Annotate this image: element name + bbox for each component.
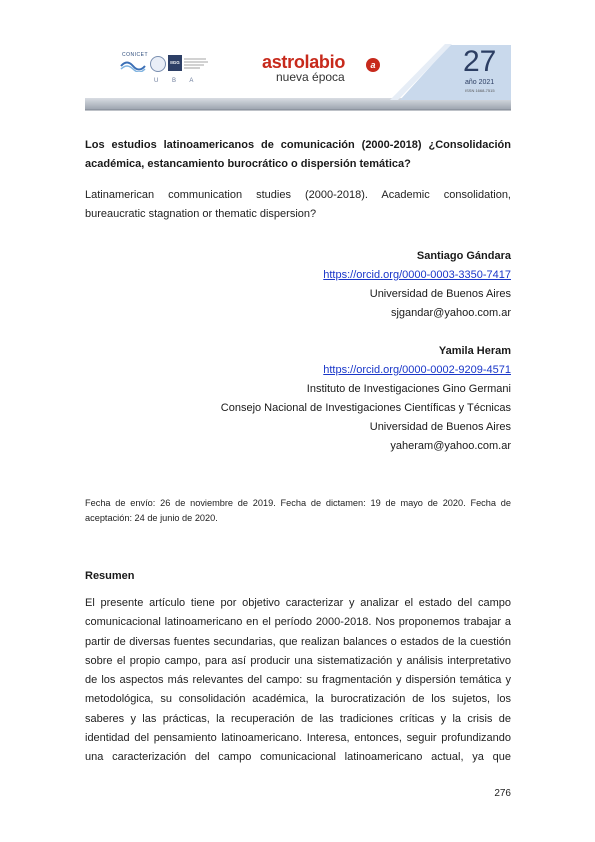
orcid-link[interactable]: https://orcid.org/0000-0002-9209-4571	[323, 364, 511, 376]
author-block-1	[85, 247, 511, 323]
author-email: sjgandar@yahoo.com.ar	[390, 307, 511, 319]
abstract-text: El presente artículo tiene por objetivo caracterizar y analizar el estado del campo comunicacional latinoamericano en el período 2000-2018. Nos proponemos trabajar a partir de diversas fuentes secundarias, que realizan balances o estados de la cuestión sobre el propio campo, para así producir una sistematización y análisis interpretativo de los aspectos más relevantes del campo: su fragmentación y dispersión temática y metodológica, su consolidación académica, la burocratización de los sujetos, los saberes y las prácticas, la recuperación de las tradiciones críticas y la crisis de identidad del pensamiento latinoamericano. Interesa, entonces, seguir profundizando una caracterización del campo comunicacional latinoamericano actual, ya que	[85, 597, 511, 764]
submission-dates: Fecha de envío: 26 de noviembre de 2019. Fecha de dictamen: 19 de mayo de 2020. Fecha de aceptación: 24 de junio de 2020.	[85, 498, 511, 523]
issue-year: año 2021	[465, 79, 495, 86]
issue-issn: ISSN 1668-7515	[465, 88, 495, 93]
issue-number: 27	[463, 45, 497, 78]
author-affiliation: Universidad de Buenos Aires	[369, 288, 511, 300]
iigg-logo-caption	[184, 57, 210, 70]
brand-subtitle: nueva época	[276, 70, 345, 84]
conicet-wave-icon	[120, 58, 146, 72]
author-name: Yamila Heram	[438, 345, 511, 357]
author-affiliation: Consejo Nacional de Investigaciones Científicas y Técnicas	[220, 402, 511, 414]
page-number: 276	[494, 788, 511, 799]
author-email: yaheram@yahoo.com.ar	[390, 440, 511, 452]
author-affiliation: Universidad de Buenos Aires	[369, 421, 511, 433]
author-name: Santiago Gándara	[416, 250, 511, 262]
institution-logos	[118, 52, 213, 88]
issue-panel	[395, 45, 513, 103]
article-title-en: Latinamerican communication studies (2000-2018). Academic consolidation, bureaucratic stagnation or thematic dispersion?	[85, 189, 511, 220]
conicet-logo-text: CONICET	[122, 52, 148, 58]
author-block-2	[85, 342, 511, 456]
abstract-heading: Resumen	[85, 570, 135, 582]
iigg-caption-lines-icon	[184, 57, 210, 69]
uba-logo-text: U B A	[154, 78, 200, 84]
argentina-seal-icon	[150, 56, 166, 72]
article-title-es: Los estudios latinoamericanos de comunicación (2000-2018) ¿Consolidación académica, estancamiento burocrático o dispersión temática?	[85, 139, 511, 170]
brand-title: astrolabio	[262, 52, 346, 72]
iigg-logo: IIGG	[168, 55, 182, 71]
journal-brand	[262, 52, 376, 84]
journal-header	[0, 0, 595, 125]
astrolabio-logo-icon: a	[366, 58, 380, 72]
orcid-link[interactable]: https://orcid.org/0000-0003-3350-7417	[323, 269, 511, 281]
author-affiliation: Instituto de Investigaciones Gino Germani	[306, 383, 511, 395]
